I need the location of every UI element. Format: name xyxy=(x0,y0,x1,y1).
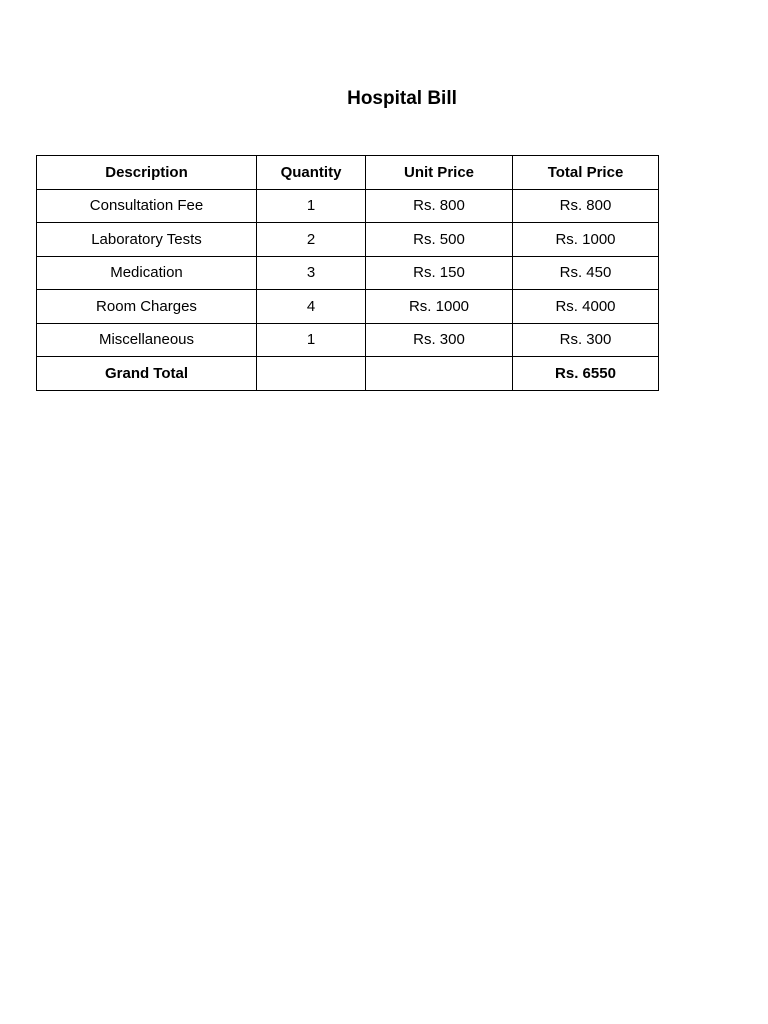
cell-quantity: 4 xyxy=(257,290,366,324)
cell-unit-price: Rs. 300 xyxy=(366,323,513,357)
cell-quantity: 3 xyxy=(257,256,366,290)
table-row xyxy=(37,256,659,290)
cell-total-price: Rs. 450 xyxy=(513,256,659,290)
cell-unit-price: Rs. 1000 xyxy=(366,290,513,324)
table-row xyxy=(37,223,659,257)
cell-description: Laboratory Tests xyxy=(37,223,257,257)
table-row xyxy=(37,290,659,324)
cell-total-price: Rs. 800 xyxy=(513,189,659,223)
grand-total-label: Grand Total xyxy=(37,357,257,391)
cell-description: Room Charges xyxy=(37,290,257,324)
cell-total-price: Rs. 1000 xyxy=(513,223,659,257)
column-header-total-price: Total Price xyxy=(513,156,659,190)
cell-quantity: 2 xyxy=(257,223,366,257)
cell-unit-price: Rs. 500 xyxy=(366,223,513,257)
column-header-description: Description xyxy=(37,156,257,190)
cell-description: Medication xyxy=(37,256,257,290)
grand-total-value: Rs. 6550 xyxy=(513,357,659,391)
table-header-row xyxy=(37,156,659,190)
grand-total-unit-price-cell xyxy=(366,357,513,391)
column-header-unit-price: Unit Price xyxy=(366,156,513,190)
cell-quantity: 1 xyxy=(257,323,366,357)
grand-total-quantity-cell xyxy=(257,357,366,391)
table-row xyxy=(37,323,659,357)
cell-quantity: 1 xyxy=(257,189,366,223)
column-header-quantity: Quantity xyxy=(257,156,366,190)
cell-description: Miscellaneous xyxy=(37,323,257,357)
document-title: Hospital Bill xyxy=(347,88,457,109)
cell-total-price: Rs. 4000 xyxy=(513,290,659,324)
cell-unit-price: Rs. 800 xyxy=(366,189,513,223)
grand-total-row xyxy=(37,357,659,391)
cell-total-price: Rs. 300 xyxy=(513,323,659,357)
cell-unit-price: Rs. 150 xyxy=(366,256,513,290)
bill-table xyxy=(36,155,659,391)
table-row xyxy=(37,189,659,223)
cell-description: Consultation Fee xyxy=(37,189,257,223)
